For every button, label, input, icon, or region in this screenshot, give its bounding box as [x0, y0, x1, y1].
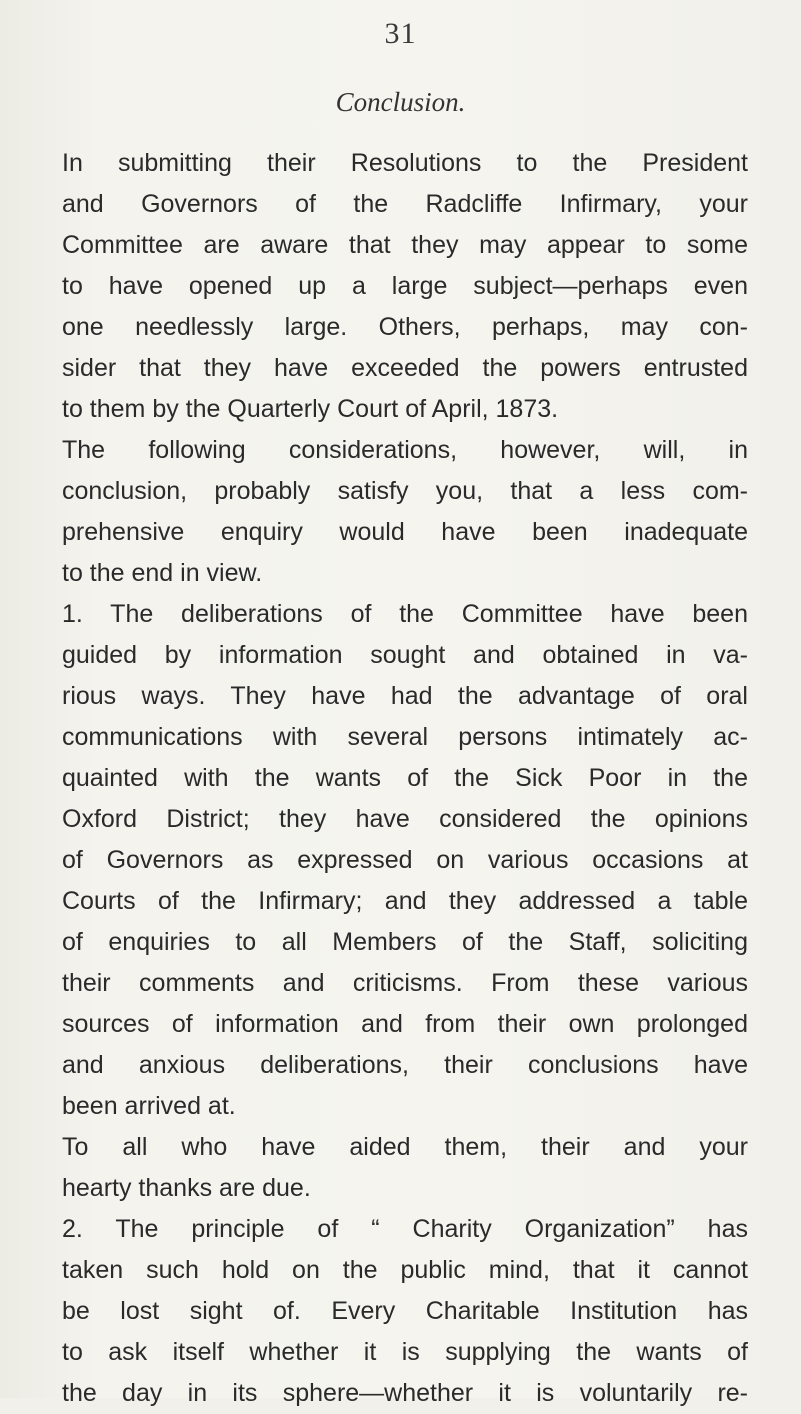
page-number: 31	[384, 17, 417, 50]
text-line: To all who have aided them, their and your	[62, 1133, 748, 1161]
text-line: Oxford District; they have considered the opinions	[62, 805, 748, 833]
text-line: rious ways. They have had the advantage of oral	[62, 682, 748, 710]
text-line: of Governors as expressed on various occasions at	[62, 846, 748, 874]
text-line: The following considerations, however, will, in	[62, 436, 748, 464]
text-line: 1. The deliberations of the Committee have been	[62, 600, 748, 628]
text-line: sider that they have exceeded the powers entrusted	[62, 354, 748, 382]
text-line: one needlessly large. Others, perhaps, may con-	[62, 313, 748, 341]
text-line: their comments and criticisms. From these various	[62, 969, 748, 997]
text-line: quainted with the wants of the Sick Poor in the	[62, 764, 748, 792]
text-line: taken such hold on the public mind, that it cannot	[62, 1256, 748, 1284]
text-line: Committee are aware that they may appear to some	[62, 231, 748, 259]
section-heading: Conclusion.	[335, 87, 466, 117]
text-line: been arrived at.	[62, 1092, 236, 1120]
body-text	[62, 143, 748, 1414]
text-line: to have opened up a large subject—perhaps even	[62, 272, 748, 300]
text-line: In submitting their Resolutions to the President	[62, 149, 748, 177]
text-line: to the end in view.	[62, 559, 263, 587]
text-line: and Governors of the Radcliffe Infirmary, your	[62, 190, 748, 218]
text-line: Courts of the Infirmary; and they addressed a table	[62, 887, 748, 915]
text-line: the day in its sphere—whether it is voluntarily re-	[62, 1379, 748, 1407]
text-line: hearty thanks are due.	[62, 1174, 311, 1202]
text-line: 2. The principle of “ Charity Organization” has	[62, 1215, 748, 1243]
text-line: and anxious deliberations, their conclusions have	[62, 1051, 748, 1079]
text-line: to ask itself whether it is supplying the wants of	[62, 1338, 748, 1366]
text-line: prehensive enquiry would have been inadequate	[62, 518, 748, 546]
text-line: sources of information and from their own prolonged	[62, 1010, 748, 1038]
text-line: communications with several persons intimately ac-	[62, 723, 748, 751]
text-line: of enquiries to all Members of the Staff, soliciting	[62, 928, 748, 956]
text-line: guided by information sought and obtained in va-	[62, 641, 748, 669]
text-line: conclusion, probably satisfy you, that a less com-	[62, 477, 748, 505]
text-line: to them by the Quarterly Court of April, 1873.	[62, 395, 559, 423]
text-line: be lost sight of. Every Charitable Institution has	[62, 1297, 748, 1325]
